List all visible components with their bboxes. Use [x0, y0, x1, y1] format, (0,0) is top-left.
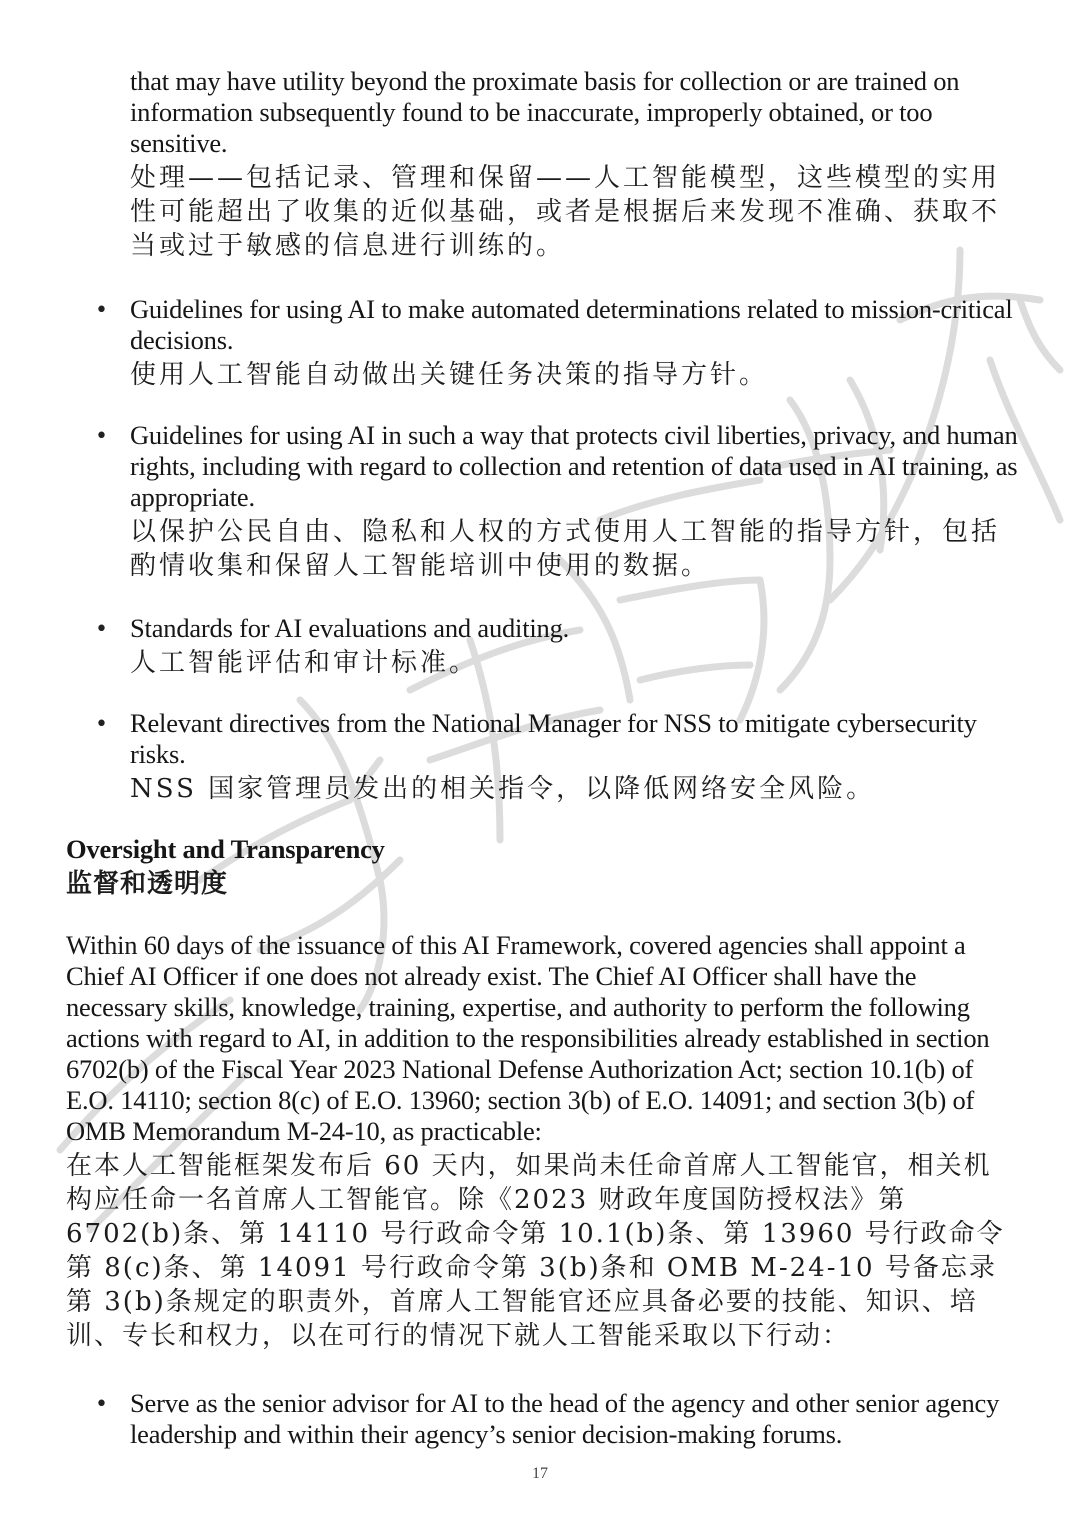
bullet-text-zh: 使用人工智能自动做出关键任务决策的指导方针。 [130, 360, 769, 390]
list-item [130, 294, 1020, 392]
bullet-marker: • [95, 712, 108, 737]
bullet-marker: • [95, 617, 108, 642]
bullet-text-zh: 人工智能评估和审计标准。 [130, 648, 479, 678]
section-heading [66, 834, 1006, 901]
bullet-marker: • [95, 298, 108, 323]
intro-block [130, 66, 1020, 263]
list-item [130, 708, 1020, 806]
section-paragraph-en: Within 60 days of the issuance of this AI Framework, covered agencies shall appoint a Chief AI Officer if one does not already exist. The Chief AI Officer shall have the necessary skills, knowledge, training, expertise, and authority to perform the following actions with regard to AI, in addition to the responsibilities already established in section 6702(b) of the Fiscal Year 2023 National Defense Authorization Act; section 10.1(b) of E.O. 14110; section 8(c) of E.O. 13960; section 3(b) of E.O. 14091; and section 3(b) of OMB Memorandum M-24-10, as practicable: [66, 930, 990, 1146]
bullet-marker: • [95, 1392, 108, 1417]
section-paragraph [66, 930, 1016, 1353]
section-heading-en: Oversight and Transparency [66, 834, 385, 864]
list-item [130, 1388, 1020, 1450]
section-paragraph-zh: 在本人工智能框架发布后 60 天内，如果尚未任命首席人工智能官，相关机构应任命一名首席人工智能官。除《2023 财政年度国防授权法》第 6702(b)条、第 14110 号行政命令第 10.1(b)条、第 13960 号行政命令第 8(c)条、第 14091 号行政命令第 3(b)条和 OMB M-24-10 号备忘录第 3(b)条规定的职责外，首席人工智能官还应具备必要的技能、知识、培训、专长和权力，以在可行的情况下就人工智能采取以下行动： [66, 1151, 1005, 1351]
bullet-text-zh: 以保护公民自由、隐私和人权的方式使用人工智能的指导方针，包括酌情收集和保留人工智能培训中使用的数据。 [130, 517, 1001, 581]
list-item [130, 613, 1020, 680]
intro-text-en: that may have utility beyond the proximate basis for collection or are trained on information subsequently found to be inaccurate, improperly obtained, or too sensitive. [130, 66, 960, 158]
page-number: 17 [532, 1465, 548, 1482]
bullet-text-en: Guidelines for using AI to make automated determinations related to mission-critical decisions. [130, 294, 1013, 355]
bullet-text-en: Relevant directives from the National Manager for NSS to mitigate cybersecurity risks. [130, 708, 977, 769]
intro-text-zh: 处理——包括记录、管理和保留——人工智能模型，这些模型的实用性可能超出了收集的近似基础，或者是根据后来发现不准确、获取不当或过于敏感的信息进行训练的。 [130, 163, 1001, 261]
bullet-text-zh: NSS 国家管理员发出的相关指令，以降低网络安全风险。 [130, 774, 876, 804]
section-heading-zh: 监督和透明度 [66, 869, 229, 899]
bullet-text-en: Serve as the senior advisor for AI to the head of the agency and other senior agency leadership and within their agency’s senior decision-making forums. [130, 1388, 1000, 1449]
bullet-text-en: Standards for AI evaluations and auditing. [130, 613, 570, 643]
bullet-marker: • [95, 424, 108, 449]
bullet-text-en: Guidelines for using AI in such a way that protects civil liberties, privacy, and human rights, including with regard to collection and retention of data used in AI training, as appropriate. [130, 420, 1018, 512]
list-item [130, 420, 1020, 583]
